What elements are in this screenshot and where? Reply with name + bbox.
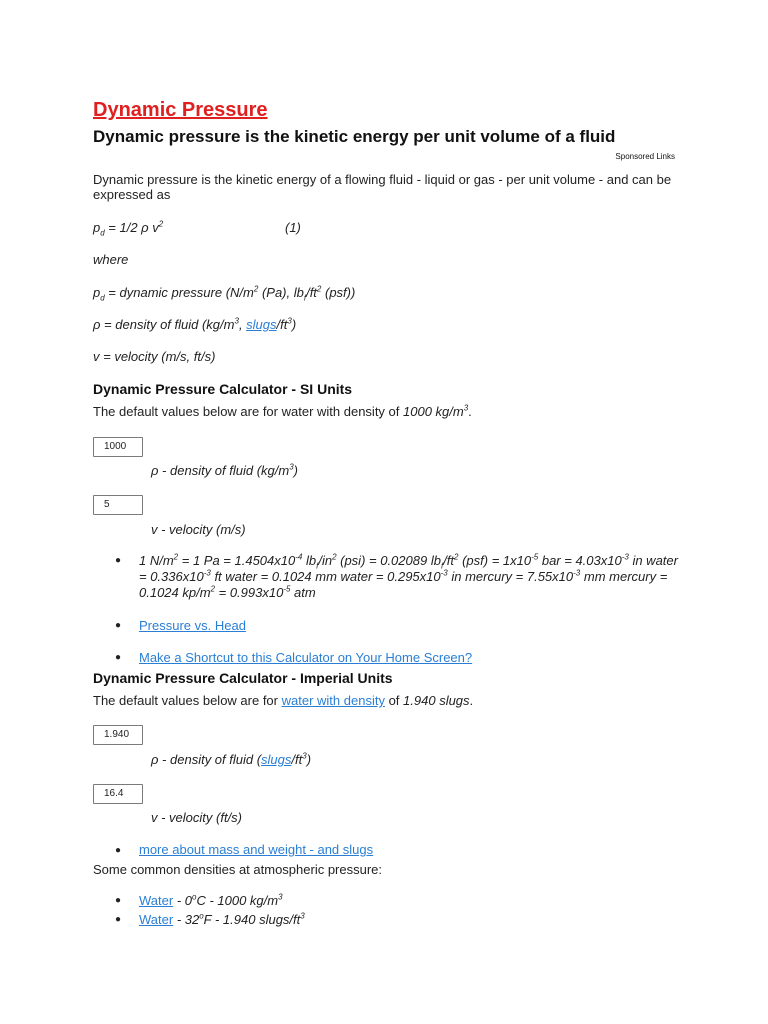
si-default-note: The default values below are for water with density of 1000 $kg/m^3$. [93, 403, 472, 419]
imperial-density-label: ρ - density of fluid $(slugs/ft^3)$ [151, 751, 312, 767]
density-item: Water - 32$^o$F - 1.940 slugs/$ft^3$ [139, 911, 305, 927]
imperial-density-input[interactable]: 1.940 [93, 725, 143, 745]
bullet-icon: ● [115, 914, 122, 925]
pressure-vs-head-item [139, 618, 679, 634]
equation: $p_d = 1/2$ ρ $v^2$ (1) [93, 219, 301, 238]
slugs-link[interactable]: slugs [246, 317, 277, 332]
def-v: v = velocity (m/s, ft/s) [93, 349, 216, 364]
shortcut-item [139, 650, 679, 666]
page-subtitle: Dynamic pressure is the kinetic energy per unit volume of a fluid [93, 127, 616, 146]
si-velocity-label: v - velocity (m/s) [151, 522, 246, 537]
water-link[interactable]: Water [139, 893, 174, 908]
si-heading: Dynamic Pressure Calculator - SI Units [93, 381, 353, 397]
equation-number: (1) [285, 220, 301, 235]
imperial-velocity-label: v - velocity (ft/s) [151, 810, 243, 825]
water-link[interactable]: Water [139, 912, 174, 927]
intro-paragraph: Dynamic pressure is the kinetic energy of a flowing fluid - liquid or gas - per unit volume - and can be expressed as [93, 172, 672, 202]
si-density-label: ρ - density of fluid $(kg/m^3)$ [151, 462, 299, 478]
bullet-icon: ● [115, 620, 122, 631]
si-density-input[interactable]: 1000 [93, 437, 143, 457]
article [93, 96, 683, 927]
imperial-heading: Dynamic Pressure Calculator - Imperial Units [93, 670, 393, 686]
def-pd: $p_d$ = dynamic pressure ($N/m^2$ (Pa), $lb_f/ft^2$ (psf)) [93, 284, 356, 303]
density-item: Water - 0$^o$C - 1000 $kg/m^3$ [139, 892, 283, 908]
def-rho: ρ = density of fluid ($kg/m^3$, slugs/$ft^3$) [93, 316, 297, 332]
mass-weight-link[interactable]: more about mass and weight - and slugs [139, 842, 374, 857]
shortcut-link[interactable]: Make a Shortcut to this Calculator on Your Home Screen? [139, 650, 473, 665]
bullet-icon: ● [115, 845, 122, 856]
si-velocity-input[interactable]: 5 [93, 495, 143, 515]
densities-intro: Some common densities at atmospheric pressure: [93, 862, 383, 877]
imperial-default-note: The default values below are for water with density of 1.940 slugs. [93, 693, 474, 708]
slugs-link[interactable]: slugs [261, 752, 292, 767]
unit-conversion-text: 1 $N/m^2 = 1$ $Pa = 1.4504x10^{-4}$ $lb_f/in^2$ (psi) = 0.02089 $lb_f/ft^2$ $(psf) = 1x10^{-5}$ bar = $4.03x10^{-3}$ in water = $0.336x10^{-3}$ ft water = 0.1024 mm water = $0.295x10^{-3}$ in mercury = $7.55x10^{-3}$ mm mercury = 0.1024 $kp/m^2 = 0.993x10^{-5}$ atm [139, 552, 678, 600]
sponsored-links[interactable]: Sponsored Links [615, 152, 675, 161]
where-text: where [93, 252, 129, 267]
water-density-link[interactable]: water with density [281, 693, 385, 708]
imperial-velocity-input[interactable]: 16.4 [93, 784, 143, 804]
page-title: Dynamic Pressure [93, 99, 268, 121]
mass-weight-item [139, 842, 679, 858]
pressure-vs-head-link[interactable]: Pressure vs. Head [139, 618, 246, 633]
bullet-icon: ● [115, 555, 122, 566]
bullet-icon: ● [115, 652, 122, 663]
bullet-icon: ● [115, 895, 122, 906]
